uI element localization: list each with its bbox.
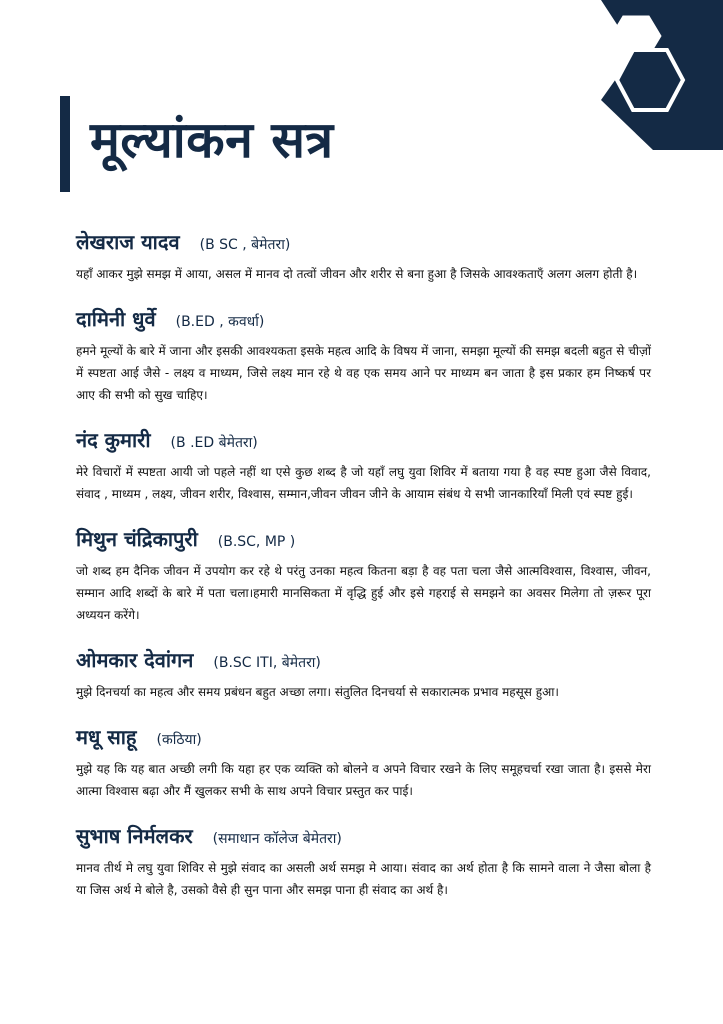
- entry-note: (B.SC, MP ): [217, 534, 296, 550]
- feedback-entry: [76, 426, 651, 505]
- entry-note: (B SC , बेमेतरा): [199, 237, 291, 253]
- entry-header: [76, 426, 651, 453]
- feedback-entry: [76, 228, 651, 285]
- entry-name: लेखराज यादव: [76, 230, 180, 254]
- feedback-list: [76, 228, 651, 921]
- entry-text: मानव तीर्थ मे लघु युवा शिविर से मुझे संवाद का असली अर्थ समझ मे आया। संवाद का अर्थ होता है कि सामने वाला ने जैसा बोला है या जिस अर्थ मे बोले है, उसको वैसे ही सुन पाना और समझ पाना ही संवाद का अर्थ है।: [76, 861, 651, 897]
- entry-note: (समाधान कॉलेज बेमेतरा): [212, 831, 342, 847]
- entry-header: [76, 646, 651, 673]
- entry-note: (कठिया): [156, 732, 202, 748]
- entry-header: [76, 228, 651, 255]
- entry-name: सुभाष निर्मलकर: [76, 824, 193, 848]
- feedback-entry: [76, 305, 651, 406]
- feedback-entry: [76, 525, 651, 626]
- feedback-entry: [76, 723, 651, 802]
- entry-name: ओमकार देवांगन: [76, 648, 194, 672]
- title-accent-bar: [60, 96, 70, 192]
- entry-header: [76, 305, 651, 332]
- entry-name: मधू साहू: [76, 725, 137, 749]
- entry-note: (B .ED बेमेतरा): [170, 435, 258, 451]
- hexagon-decoration: [583, 0, 723, 150]
- entry-text: मुझे दिनचर्या का महत्व और समय प्रबंधन बहुत अच्छा लगा। संतुलित दिनचर्या से सकारात्मक प्रभाव महसूस हुआ।: [76, 685, 559, 699]
- entry-header: [76, 723, 651, 750]
- entry-name: मिथुन चंद्रिकापुरी: [76, 527, 198, 551]
- entry-name: नंद कुमारी: [76, 428, 151, 452]
- entry-text: यहाँ आकर मुझे समझ में आया, असल में मानव दो तत्वों जीवन और शरीर से बना हुआ है जिसके आवश्कताएँ अलग अलग होती है।: [76, 267, 638, 281]
- entry-text: हमने मूल्यों के बारे में जाना और इसकी आवश्यकता इसके महत्व आदि के विषय में जाना, समझा मूल्यों की समझ बदली बहुत से चीज़ों में स्पष्टता आई जैसे - लक्ष्य व माध्यम, जिसे लक्ष्य मान रहे थे वह एक समय आने पर माध्यम बन जाता है इस प्रकार हम निष्कर्ष पर आए की सभी को सुख चाहिए।: [76, 344, 651, 402]
- feedback-entry: [76, 822, 651, 901]
- entry-note: (B.SC ITI, बेमेतरा): [213, 655, 321, 671]
- entry-header: [76, 822, 651, 849]
- page-title: मूल्यांकन सत्र: [90, 111, 334, 169]
- feedback-entry: [76, 646, 651, 703]
- entry-name: दामिनी धुर्वे: [76, 307, 156, 331]
- entry-header: [76, 525, 651, 552]
- entry-note: (B.ED , कवर्धा): [175, 314, 265, 330]
- entry-text: मेरे विचारों में स्पष्टता आयी जो पहले नहीं था एसे कुछ शब्द है जो यहाँ लघु युवा शिविर में बताया गया है वह स्पष्ट हुआ जैसे विवाद, संवाद , माध्यम , लक्ष्य, जीवन शरीर, विश्वास, सम्मान,जीवन जीवन जीने के आयाम संबंध ये सभी जानकारियाँ मिली एवं स्पष्ट हुई।: [76, 465, 651, 501]
- entry-text: मुझे यह कि यह बात अच्छी लगी कि यहा हर एक व्यक्ति को बोलने व अपने विचार रखने के लिए समूहचर्चा रखा जाता है। इससे मेरा आत्मा विश्वास बढ़ा और मैं खुलकर सभी के साथ अपने विचार प्रस्तुत कर पाई।: [76, 762, 651, 798]
- entry-text: जो शब्द हम दैनिक जीवन में उपयोग कर रहे थे परंतु उनका महत्व कितना बड़ा है वह पता चला जैसे आत्मविश्वास, विश्वास, जीवन, सम्मान आदि शब्दों के बारे में पता चला।हमारी मानसिकता में वृद्धि हुई और इसे गहराई से समझने का अवसर मिलेगा तो ज़रूर पूरा अध्ययन करेंगे।: [76, 564, 651, 622]
